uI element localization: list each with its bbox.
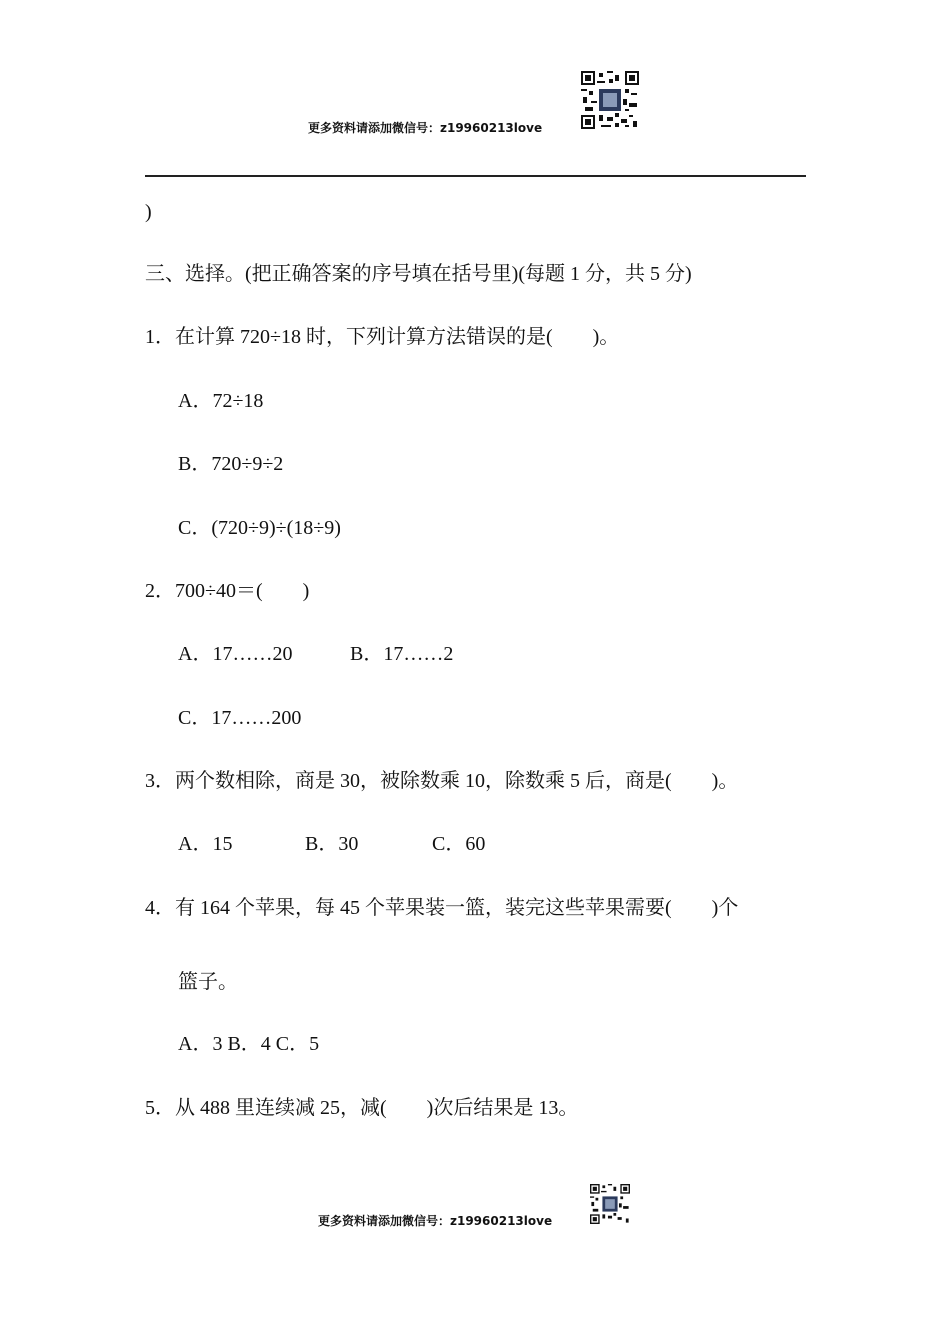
question-number: 2． — [145, 580, 175, 602]
q1-option-a: A．72÷18 — [178, 390, 264, 412]
q3-option-a: A．15 — [178, 833, 233, 855]
question-3 — [145, 769, 738, 793]
q2-option-a: A．17……20 — [178, 643, 293, 665]
footer-wechat-note: 更多资料请添加微信号：z19960213love — [318, 1214, 553, 1228]
question-number: 3． — [145, 770, 175, 792]
question-1 — [145, 325, 619, 349]
question-text: 700÷40＝( ) — [175, 580, 310, 602]
question-text: 有 164 个苹果，每 45 个苹果装一篮，装完这些苹果需要( )个 — [175, 897, 739, 919]
q4-option-b: B．4 — [227, 1033, 271, 1055]
question-text: 在计算 720÷18 时，下列计算方法错误的是( )。 — [175, 326, 620, 348]
carryover-paren: ) — [145, 201, 152, 223]
qr-code-icon — [581, 71, 639, 129]
question-5 — [145, 1096, 578, 1120]
header-wechat-note: 更多资料请添加微信号：z19960213love — [308, 121, 543, 135]
question-text: 从 488 里连续减 25，减( )次后结果是 13。 — [175, 1097, 579, 1119]
question-text: 两个数相除，商是 30，被除数乘 10，除数乘 5 后，商是( )。 — [175, 770, 739, 792]
header-divider — [145, 175, 806, 177]
question-number: 5． — [145, 1097, 175, 1119]
question-number: 1． — [145, 326, 175, 348]
q4-options — [178, 1032, 319, 1056]
q3-option-c: C．60 — [432, 833, 486, 855]
q4-option-a: A．3 — [178, 1033, 223, 1055]
q2-option-c: C．17……200 — [178, 707, 302, 729]
q4-option-c: C．5 — [275, 1033, 320, 1055]
qr-code-icon — [590, 1184, 630, 1224]
question-2 — [145, 579, 309, 603]
question-4 — [145, 896, 738, 920]
question-number: 4． — [145, 897, 175, 919]
q3-option-b: B．30 — [305, 833, 359, 855]
q1-option-b: B．720÷9÷2 — [178, 453, 284, 475]
q1-option-c: C．(720÷9)÷(18÷9) — [178, 517, 341, 539]
q2-option-b: B．17……2 — [350, 643, 454, 665]
section-title: 三、选择。(把正确答案的序号填在括号里)(每题 1 分，共 5 分) — [145, 263, 692, 285]
question-4-continuation: 篮子。 — [178, 971, 238, 993]
